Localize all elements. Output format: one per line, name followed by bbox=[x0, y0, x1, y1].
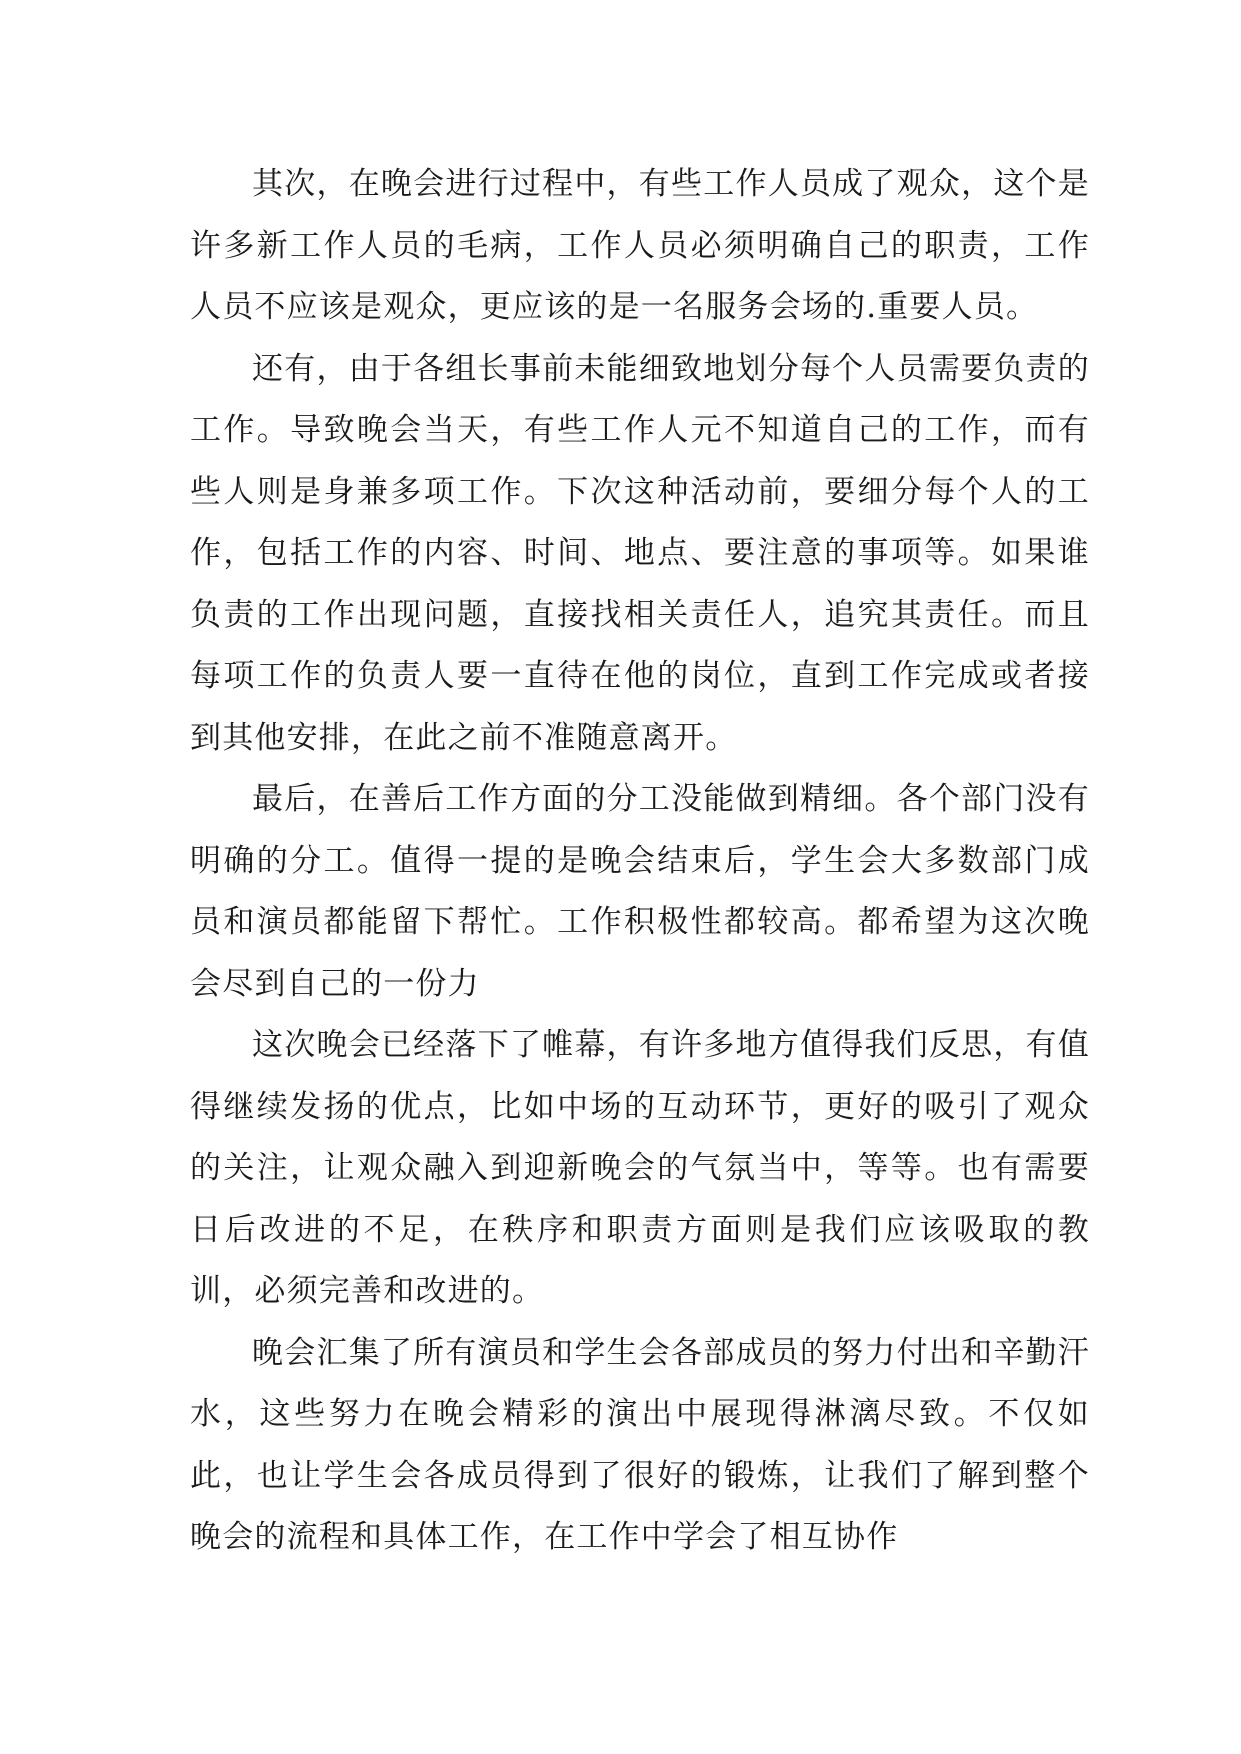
document-body bbox=[190, 154, 1090, 1569]
paragraph-3: 最后，在善后工作方面的分工没能做到精细。各个部门没有明确的分工。值得一提的是晚会结束后，学生会大多数部门成员和演员都能留下帮忙。工作积极性都较高。都希望为这次晚会尽到自己的一份力 bbox=[190, 781, 1090, 1002]
paragraph-5: 晚会汇集了所有演员和学生会各部成员的努力付出和辛勤汗水，这些努力在晚会精彩的演出中展现得淋漓尽致。不仅如此，也让学生会各成员得到了很好的锻炼，让我们了解到整个晚会的流程和具体工作，在工作中学会了相互协作 bbox=[190, 1334, 1090, 1555]
paragraph-2: 还有，由于各组长事前未能细致地划分每个人员需要负责的工作。导致晚会当天，有些工作人元不知道自己的工作，而有些人则是身兼多项工作。下次这种活动前，要细分每个人的工作，包括工作的内容、时间、地点、要注意的事项等。如果谁负责的工作出现问题，直接找相关责任人，追究其责任。而且每项工作的负责人要一直待在他的岗位，直到工作完成或者接到其他安排，在此之前不准随意离开。 bbox=[190, 350, 1090, 756]
paragraph-4: 这次晚会已经落下了帷幕，有许多地方值得我们反思，有值得继续发扬的优点，比如中场的互动环节，更好的吸引了观众的关注，让观众融入到迎新晚会的气氛当中，等等。也有需要日后改进的不足，在秩序和职责方面则是我们应该吸取的教训，必须完善和改进的。 bbox=[190, 1027, 1090, 1309]
paragraph-1: 其次，在晚会进行过程中，有些工作人员成了观众，这个是许多新工作人员的毛病，工作人员必须明确自己的职责，工作人员不应该是观众，更应该的是一名服务会场的.重要人员。 bbox=[190, 166, 1090, 325]
